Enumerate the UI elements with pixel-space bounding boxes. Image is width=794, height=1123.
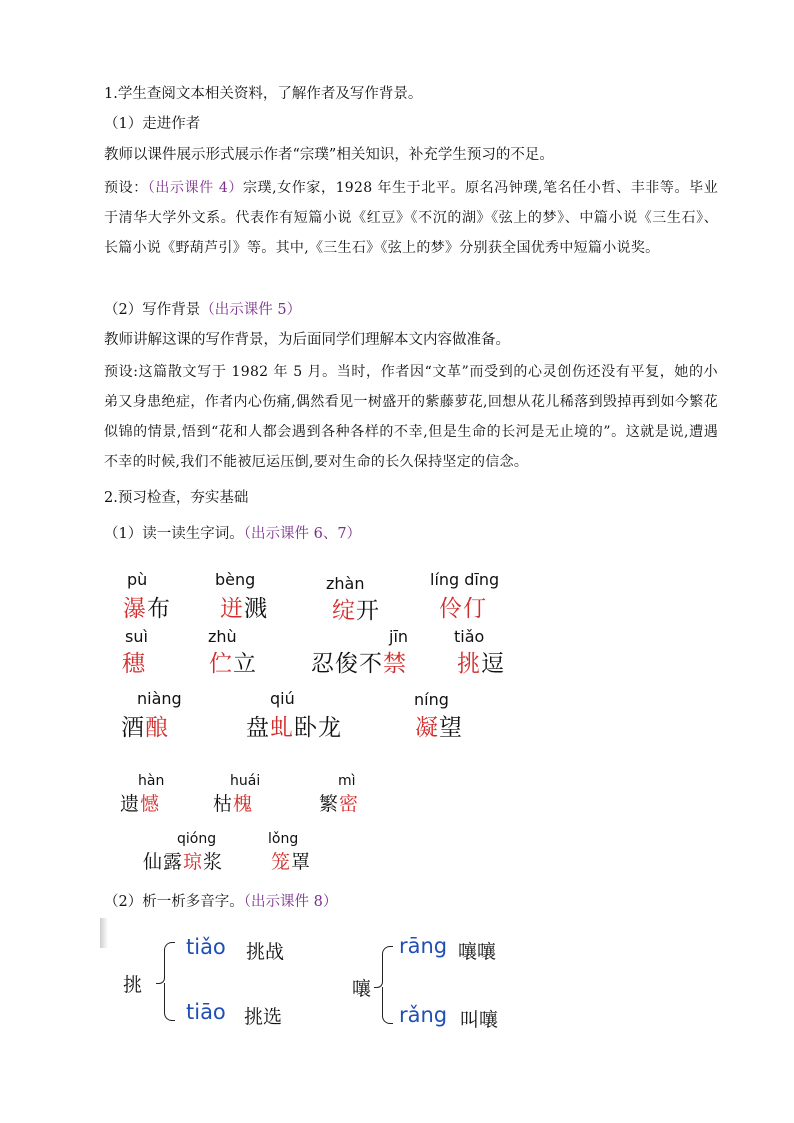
pinyin: jīn — [389, 627, 409, 646]
pinyin: pù — [127, 570, 148, 589]
preset-author-text: 宗璞,女作家，1928 年生于北平。原名冯钟璞,笔名任小哲、丰非等。毕业于清华大学外文系。代表作有短篇小说《红豆》《不沉的湖》《弦上的梦》、中篇小说《三生石》、长篇小说《野葫芦引》等。其中,《三生石》《弦上的梦》分别获全国优秀中短篇小说奖。 — [104, 180, 718, 256]
pinyin: qióng — [177, 831, 217, 847]
vocab-word: 伶仃 — [439, 596, 487, 622]
brace-top — [164, 942, 175, 979]
pinyin: niàng — [137, 689, 182, 708]
paragraph-background-intro: 教师讲解这课的写作背景，为后面同学们理解本文内容做准备。 — [104, 332, 510, 348]
vocab-word: 枯槐 — [213, 793, 254, 815]
vocab-word: 盘虬卧龙 — [246, 715, 342, 741]
vocab-word: 凝望 — [415, 715, 463, 741]
pinyin: níng — [414, 690, 449, 709]
subheading-vocab — [104, 524, 361, 544]
preset-background-text: 这篇散文写于 1982 年 5 月。当时，作者因“文革”而受到的心灵创伤还没有平复，她的小弟又身患绝症，作者内心伤痛,偶然看见一树盛开的紫藤萝花,回想从花儿稀落到毁掉再到如今繁花似锦的情景,悟到“花和人都会遇到各种各样的不幸,但是生命的长河是无止境的”。这就是说,遭遇不幸的时候,我们不能被厄运压倒,要对生命的长久保持坚定的信念。 — [104, 364, 718, 470]
subheading-background-label: （2）写作背景 — [104, 302, 201, 318]
vocab-word: 仙露琼浆 — [143, 851, 224, 873]
vocab-word: 迸溅 — [220, 596, 268, 622]
reading-pinyin: tiǎo — [186, 935, 226, 959]
preset-author — [104, 173, 718, 263]
vocab-word: 绽开 — [332, 598, 380, 624]
pinyin: hàn — [138, 773, 165, 789]
pinyin: zhù — [208, 627, 237, 646]
courseware-tag: （出示课件 5） — [200, 302, 302, 318]
preset-label: 预设： — [104, 180, 148, 196]
reading-word: 嚷嚷 — [458, 941, 497, 963]
vocab-word: 遗憾 — [120, 793, 161, 815]
vocab-word: 挑逗 — [457, 651, 505, 677]
pinyin: tiǎo — [454, 627, 485, 646]
vocab-word: 穗 — [122, 651, 146, 677]
brace-bottom — [382, 987, 393, 1024]
polyphone-char: 挑 — [123, 974, 143, 996]
preset-label: 预设: — [104, 364, 139, 380]
reading-pinyin: rāng — [399, 934, 448, 958]
pinyin: bèng — [215, 570, 256, 589]
subheading-background — [104, 300, 301, 320]
paragraph-author-intro: 教师以课件展示形式展示作者“宗璞”相关知识，补充学生预习的不足。 — [104, 147, 554, 163]
pinyin: mì — [338, 773, 356, 789]
vocab-word: 忍俊不禁 — [311, 651, 407, 677]
section1-heading: 1.学生查阅文本相关资料，了解作者及写作背景。 — [104, 86, 423, 102]
brace-bottom — [164, 983, 175, 1021]
vocab-word: 酒酿 — [121, 715, 169, 741]
pinyin: zhàn — [326, 574, 365, 593]
pinyin: líng dīng — [430, 570, 500, 589]
reading-word: 叫嚷 — [460, 1009, 499, 1031]
pinyin: lǒng — [268, 831, 299, 847]
pinyin: qiú — [270, 689, 295, 708]
subheading-polyphones-label: （2）析一析多音字。 — [104, 894, 244, 910]
courseware-tag: （出示课件 8） — [243, 894, 338, 910]
brace-top — [382, 946, 393, 983]
subheading-author: （1）走进作者 — [104, 116, 201, 132]
pinyin: suì — [125, 627, 148, 646]
reading-pinyin: rǎng — [399, 1003, 448, 1027]
reading-word: 挑战 — [246, 941, 285, 963]
subheading-vocab-label: （1）读一读生字词。 — [104, 526, 244, 542]
vocab-word: 繁密 — [319, 793, 360, 815]
section2-heading: 2.预习检查，夯实基础 — [104, 490, 249, 506]
subheading-polyphones — [104, 892, 337, 912]
vocab-word: 笼罩 — [271, 851, 312, 873]
vocab-word: 伫立 — [209, 651, 257, 677]
preset-background — [104, 357, 718, 477]
pinyin: huái — [230, 773, 261, 789]
vocab-word: 瀑布 — [123, 596, 171, 622]
margin-shade — [100, 918, 108, 948]
reading-pinyin: tiāo — [186, 1000, 226, 1024]
courseware-tag: （出示课件 4） — [147, 180, 243, 196]
courseware-tag: （出示课件 6、7） — [243, 526, 362, 542]
reading-word: 挑选 — [244, 1006, 283, 1028]
polyphone-char: 嚷 — [352, 978, 372, 1000]
